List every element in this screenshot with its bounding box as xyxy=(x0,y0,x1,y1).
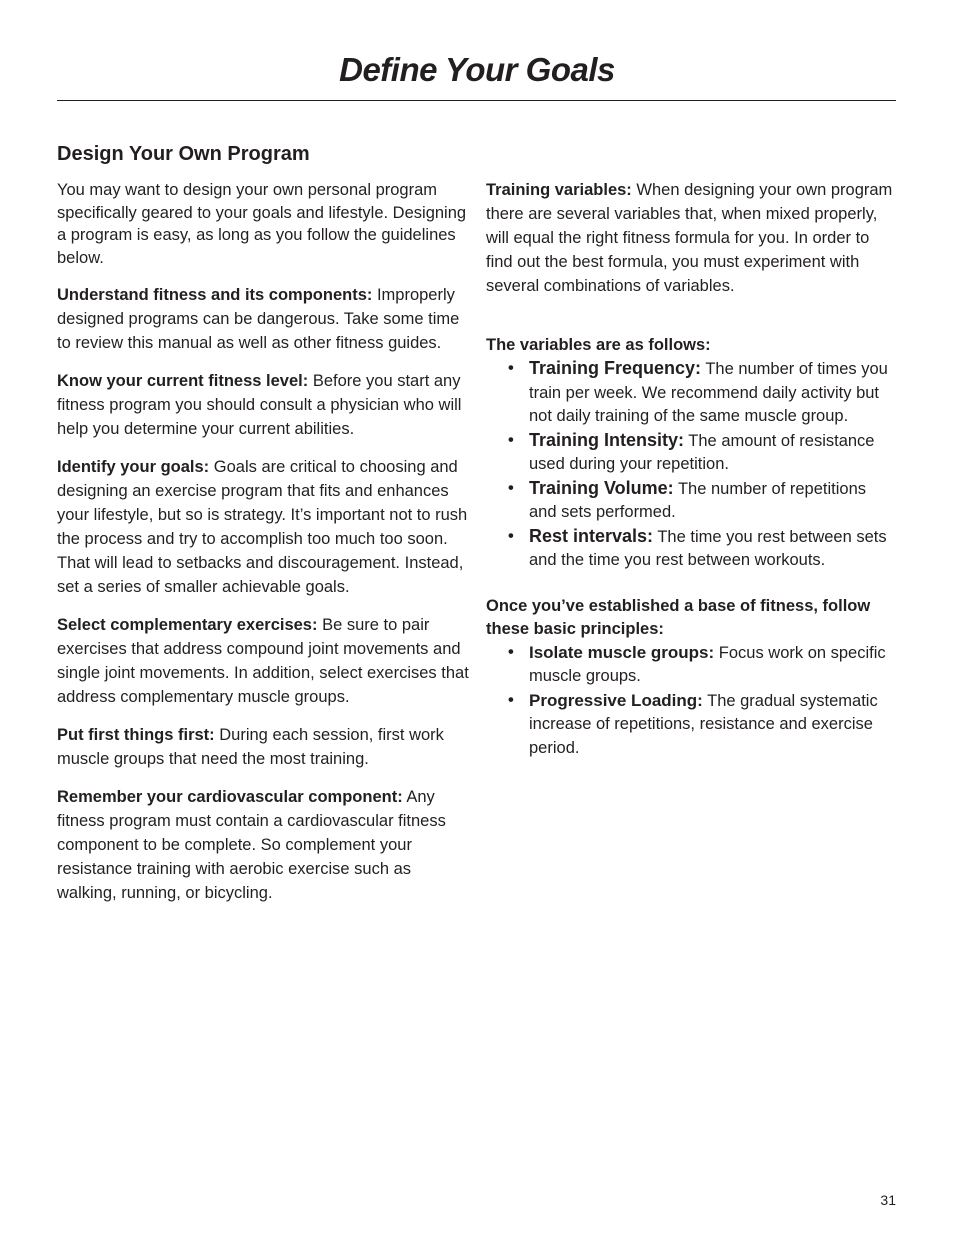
list-item xyxy=(486,429,896,477)
list-item xyxy=(486,357,896,429)
principle-text: Focus work on specific muscle groups. xyxy=(529,643,886,685)
title-divider xyxy=(57,100,896,101)
list-item xyxy=(486,525,896,573)
principle-text: The gradual systematic increase of repetitions, resistance and exercise period. xyxy=(529,691,878,757)
guideline-lead: Select complementary exercises: xyxy=(57,616,318,634)
guideline-text: Goals are critical to choosing and designing an exercise program that fits and enhances your lifestyle, but so is strategy. It’s important not to rush the process and try to accomplish too much too soon. That will lead to setbacks and discouragement. Instead, set a series of smaller achievable goals. xyxy=(57,458,468,596)
variable-text: The number of times you train per week. We recommend daily activity but not daily training of the same muscle group. xyxy=(529,360,888,425)
guideline-lead: Understand fitness and its components: xyxy=(57,286,373,304)
training-variables-text: When designing your own program there are several variables that, when mixed properly, will equal the right fitness formula for you. In order to find out the best formula, you must experiment with several combinations of variables. xyxy=(486,181,893,295)
principles-list xyxy=(486,641,896,761)
guideline-identify-goals xyxy=(57,455,469,599)
list-item xyxy=(486,641,896,689)
training-variables-paragraph xyxy=(486,178,896,298)
page-number: 31 xyxy=(880,1192,896,1208)
variable-term: Training Volume: xyxy=(529,477,674,498)
variable-term: Training Frequency: xyxy=(529,358,702,378)
bullet-icon: • xyxy=(508,526,514,545)
left-column xyxy=(57,140,469,919)
guideline-text: Improperly designed programs can be dangerous. Take some time to review this manual as well as other fitness guides. xyxy=(57,286,460,352)
guideline-cardiovascular xyxy=(57,785,469,905)
guideline-lead: Remember your cardiovascular component: xyxy=(57,788,403,806)
variables-list xyxy=(486,357,896,573)
variable-text: The amount of resistance used during your repetition. xyxy=(529,431,875,473)
list-item xyxy=(486,477,896,525)
principle-term: Isolate muscle groups: xyxy=(529,642,715,662)
bullet-icon: • xyxy=(508,478,514,497)
guideline-text: Before you start any fitness program you should consult a physician who will help you determine your current abilities. xyxy=(57,372,462,438)
guideline-complementary-exercises xyxy=(57,613,469,709)
bullet-icon: • xyxy=(508,690,514,709)
list-item xyxy=(486,689,896,761)
page-title: Define Your Goals xyxy=(339,51,615,88)
spacer xyxy=(486,312,896,334)
right-column xyxy=(486,178,896,782)
bullet-icon: • xyxy=(508,359,514,377)
bullet-icon: • xyxy=(508,642,514,661)
intro-paragraph: You may want to design your own personal program specifically geared to your goals and lifestyle. Designing a program is easy, as long as you follow the guidelines below. xyxy=(57,181,467,267)
guideline-lead: Put first things first: xyxy=(57,726,215,744)
guideline-lead: Identify your goals: xyxy=(57,458,210,476)
guideline-lead: Know your current fitness level: xyxy=(57,372,309,390)
variable-term: Rest intervals: xyxy=(529,525,654,546)
section-heading: Design Your Own Program xyxy=(57,143,310,165)
guideline-understand-fitness xyxy=(57,283,469,355)
principle-term: Progressive Loading: xyxy=(529,690,703,710)
variables-heading: The variables are as follows: xyxy=(486,336,711,354)
variable-text: The time you rest between sets and the time you rest between workouts. xyxy=(529,527,887,569)
guideline-text: Any fitness program must contain a cardiovascular fitness component to be complete. So complement your resistance training with aerobic exercise such as walking, running, or bicycling. xyxy=(57,788,446,902)
principles-heading: Once you’ve established a base of fitness, follow these basic principles: xyxy=(486,596,871,638)
guideline-text: Be sure to pair exercises that address compound joint movements and single joint movements. In addition, select exercises that address complementary muscle groups. xyxy=(57,616,469,706)
training-variables-lead: Training variables: xyxy=(486,181,632,199)
variable-term: Training Intensity: xyxy=(529,429,685,450)
guideline-text: During each session, first work muscle groups that need the most training. xyxy=(57,726,444,768)
variable-text: The number of repetitions and sets performed. xyxy=(529,479,866,521)
guideline-know-level xyxy=(57,369,469,441)
bullet-icon: • xyxy=(508,430,514,449)
guideline-first-things-first xyxy=(57,723,469,771)
